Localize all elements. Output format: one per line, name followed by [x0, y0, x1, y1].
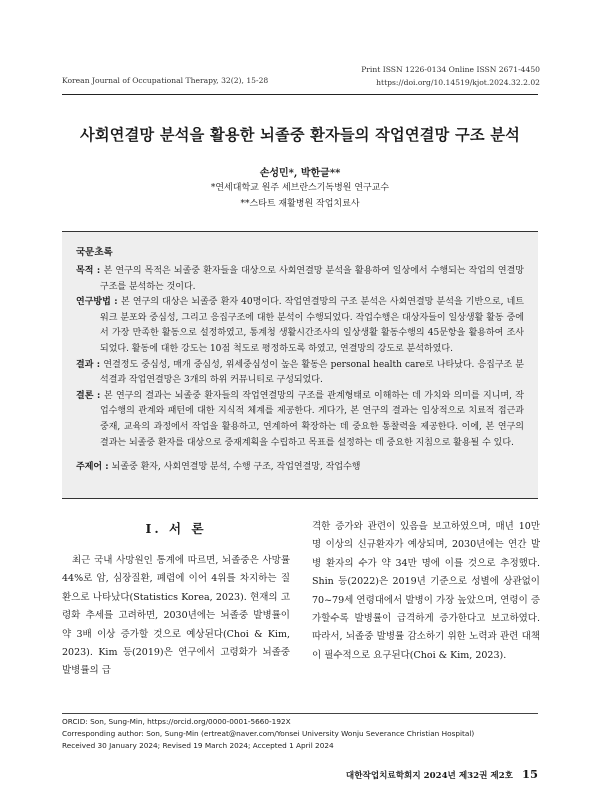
abstract-heading: 국문초록 — [76, 247, 113, 258]
abstract-conclusion — [76, 389, 524, 451]
journal-header-right — [361, 63, 540, 89]
abstract-methods — [76, 295, 524, 357]
journal-issue: 대한작업치료학회지 2024년 제32권 제2호 — [345, 771, 513, 781]
abstract-results — [76, 358, 524, 389]
page-footer — [346, 767, 538, 781]
paper-title: 사회연결망 분석을 활용한 뇌졸중 환자들의 작업연결망 구조 분석 — [80, 126, 520, 144]
abstract-conclusion-text: 본 연구의 결과는 뇌졸중 환자들의 작업연결망의 구조를 관계형태로 이해하는 데 가치와 의미를 지니며, 작업수행의 관계와 패턴에 대한 지식적 체계를 제공한다. 게다가, 본 연구의 결과는 임상적으로 치료적 접근과 중재, 교육의 과정에서 작업을 활용하고, 연계하여 확장하는 데 중요한 통찰력을 제공한다. 이에, 본 연구의 결과는 뇌졸중 환자를 대상으로 중재계획을 수립하고 목표를 설정하는 데 중요한 지침으로 활용될 수 있다. — [100, 390, 524, 448]
footnote-orcid: ORCID: Son, Sung-Min, https://orcid.org/0000-0001-5660-192X — [62, 717, 291, 726]
footnote-dates: Received 30 January 2024; Revised 19 March 2024; Accepted 1 April 2024 — [62, 740, 334, 750]
issn-line: Print ISSN 1226-0134 Online ISSN 2671-4450 — [361, 65, 540, 74]
abstract-methods-text: 본 연구의 대상은 뇌졸중 환자 40명이다. 작업연결망의 구조 분석은 사회연결망 분석을 기반으로, 네트워크 분포와 중심성, 그리고 응집구조에 대한 분석이 수행되었다. 작업수행은 대상자들이 일상생활 활동 중에서 가장 만족한 활동으로 설정하였고, 통계청 생활시간조사의 일상생활 활동수행의 45문항을 활용하여 조사되었다. 활동에 대한 강도는 10점 척도로 평정하도록 하였고, 연결망의 강도로 분석하였다. — [100, 297, 524, 354]
abstract-purpose — [76, 264, 524, 295]
keywords — [76, 459, 524, 472]
section-title-introduction: Ⅰ. 서 론 — [145, 521, 207, 536]
abstract-methods-label: 연구방법 : — [76, 297, 121, 308]
keywords-text: 뇌졸중 환자, 사회연결망 분석, 수행 구조, 작업연결망, 작업수행 — [111, 462, 361, 473]
affiliation-2: **스타트 재활병원 작업치료사 — [240, 199, 360, 209]
page-number: 15 — [521, 767, 538, 781]
footnote-corresponding-author: Corresponding author: Son, Sung-Min (ertreat@naver.com/Yonsei University Wonju Severance Christian Hospital) — [62, 728, 475, 738]
abstract-results-text: 연결정도 중심성, 매개 중심성, 위세중심성이 높은 활동은 personal health care로 나타났다. 응집구조 분석결과 작업연결망은 3개의 하위 커뮤니티로 구성되었다. — [100, 359, 524, 386]
abstract-box — [62, 231, 538, 499]
footnotes — [62, 716, 474, 751]
body-column-left: 최근 국내 사망원인 통계에 따르면, 뇌졸중은 사망률 44%로 암, 심장질환, 폐렴에 이어 4위를 차지하는 질환으로 나타났다(Statistics Korea, 2023). 현재의 고령화 추세를 고려하면, 2030년에는 뇌졸중 발병률이 약 3배 이상 증가할 것으로 예상된다(Choi & Kim, 2023). Kim 등(2019)은 연구에서 고령화가 뇌졸중 발병률의 급 — [62, 555, 290, 677]
abstract-purpose-text: 본 연구의 목적은 뇌졸중 환자들을 대상으로 사회연결망 분석을 활용하여 일상에서 수행되는 작업의 연결망 구조를 분석하는 것이다. — [100, 266, 524, 292]
header-divider — [62, 94, 538, 95]
abstract-purpose-label: 목적 : — [76, 266, 104, 276]
abstract-conclusion-label: 결론 : — [76, 390, 104, 401]
keywords-label: 주제어 : — [76, 462, 112, 473]
journal-reference: Korean Journal of Occupational Therapy, 32(2), 15-28 — [62, 76, 269, 85]
doi-link[interactable]: https://doi.org/10.14519/kjot.2024.32.2.02 — [376, 78, 540, 87]
abstract-results-label: 결과 : — [76, 359, 104, 370]
footnote-divider — [62, 713, 538, 714]
body-column-right: 격한 증가와 관련이 있음을 보고하였으며, 매년 10만 명 이상의 신규환자가 예상되며, 2030년에는 연간 발병 환자의 수가 약 34만 명에 이를 것으로 추정했다. Shin 등(2022)은 2019년 기준으로 성별에 상관없이 70~79세 연령대에서 발병이 가장 높았으며, 연령이 증가할수록 발병률이 급격하게 증가한다고 보고하였다. 따라서, 뇌졸중 발병률 감소하기 위한 노력과 관련 대책이 필수적으로 요구된다(Choi & Kim, 2023). — [312, 521, 540, 661]
affiliation-1: *연세대학교 원주 세브란스기독병원 연구교수 — [210, 183, 390, 193]
author-list: 손성민*, 박한글** — [259, 168, 341, 179]
